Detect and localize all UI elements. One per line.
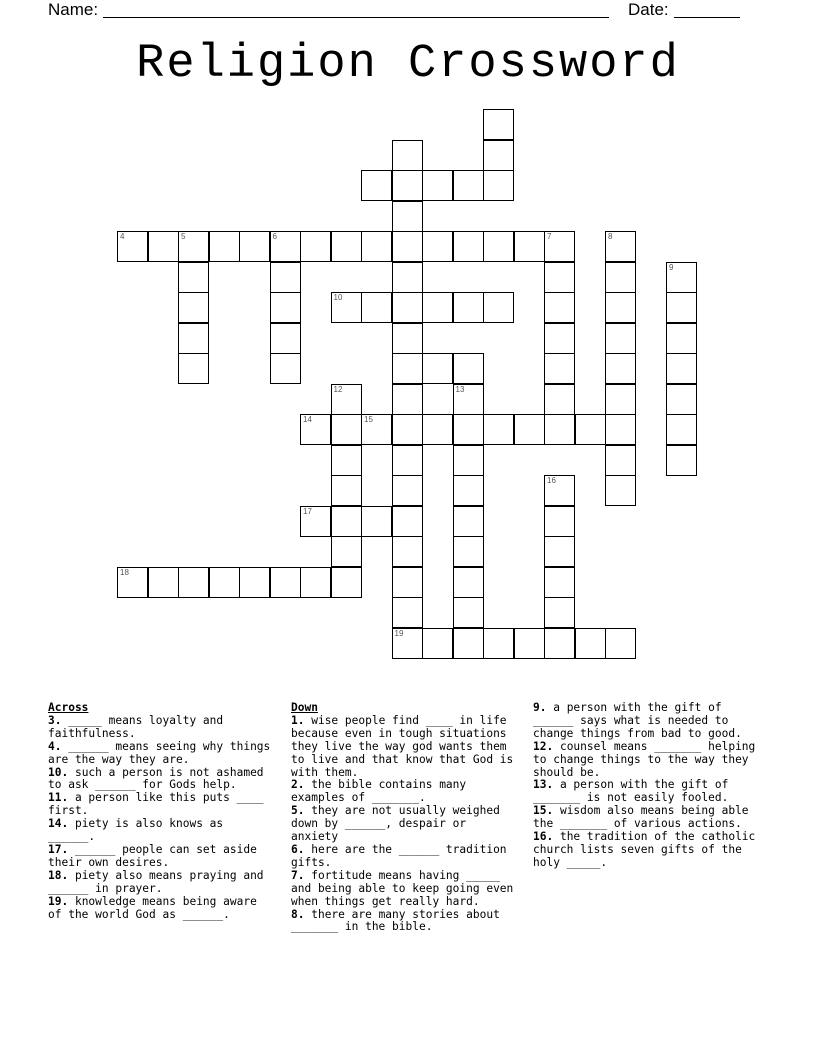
across-heading: Across	[48, 701, 89, 714]
grid-cell[interactable]	[605, 262, 636, 293]
grid-cell[interactable]	[392, 201, 423, 232]
clue-number: 12	[333, 384, 343, 394]
clue-item	[48, 818, 276, 844]
grid-cell[interactable]	[270, 323, 301, 354]
grid-cell[interactable]	[605, 628, 636, 659]
clue-text: ______ means seeing why things are the way they are.	[48, 739, 271, 766]
clue-number: 5	[181, 232, 186, 241]
grid-cell[interactable]	[392, 170, 423, 201]
grid-cell[interactable]	[544, 506, 575, 537]
clue-number: 8	[608, 232, 613, 241]
grid-cell[interactable]	[544, 262, 575, 293]
grid-cell[interactable]	[605, 475, 636, 506]
clue-item	[533, 805, 761, 831]
grid-cell[interactable]	[422, 231, 453, 262]
grid-cell[interactable]	[544, 414, 575, 445]
grid-cell[interactable]	[544, 323, 575, 354]
grid-cell[interactable]	[331, 506, 362, 537]
clue-number: 4	[120, 232, 125, 241]
grid-cell[interactable]	[300, 506, 331, 537]
down-clues	[291, 702, 519, 934]
grid-cell[interactable]	[514, 628, 545, 659]
grid-cell[interactable]	[300, 567, 331, 598]
grid-cell[interactable]	[605, 292, 636, 323]
grid-cell[interactable]	[331, 384, 362, 415]
clue-item	[291, 715, 519, 780]
clue-num: 4.	[48, 739, 62, 753]
clue-item	[291, 779, 519, 805]
grid-cell[interactable]	[453, 353, 484, 384]
grid-cell[interactable]	[666, 353, 697, 384]
grid-cell[interactable]	[575, 628, 606, 659]
grid-cell[interactable]	[209, 231, 240, 262]
clue-num: 18.	[48, 868, 69, 882]
page-title: Religion Crossword	[136, 38, 680, 91]
clue-item	[533, 831, 761, 870]
grid-cell[interactable]	[392, 567, 423, 598]
grid-cell[interactable]	[666, 262, 697, 293]
grid-cell[interactable]	[392, 628, 423, 659]
clue-num: 5.	[291, 804, 305, 818]
clue-item	[48, 870, 276, 896]
clue-item	[48, 715, 276, 741]
grid-cell[interactable]	[239, 567, 270, 598]
clue-text: _____ means loyalty and faithfulness.	[48, 713, 224, 740]
clue-text: the tradition of the catholic church lists seven gifts of the holy _____.	[533, 830, 756, 869]
grid-cell[interactable]	[270, 292, 301, 323]
grid-cell[interactable]	[178, 262, 209, 293]
clue-text: there are many stories about _______ in the bible.	[291, 907, 500, 934]
grid-cell[interactable]	[544, 536, 575, 567]
grid-cell[interactable]	[453, 170, 484, 201]
clue-number: 18	[120, 567, 129, 577]
clue-text: such a person is not ashamed to ask ______ for Gods help.	[48, 765, 264, 792]
grid-cell[interactable]	[361, 292, 392, 323]
clue-item	[291, 844, 519, 870]
grid-cell[interactable]	[666, 445, 697, 476]
grid-cell[interactable]	[453, 475, 484, 506]
grid-cell[interactable]	[270, 262, 301, 293]
clue-number: 15	[364, 415, 373, 424]
grid-cell[interactable]	[392, 353, 423, 384]
clue-item	[533, 741, 761, 780]
grid-cell[interactable]	[392, 140, 423, 171]
grid-cell[interactable]	[239, 231, 270, 262]
grid-cell[interactable]	[331, 292, 362, 323]
grid-cell[interactable]	[453, 536, 484, 567]
clue-num: 12.	[533, 739, 554, 753]
grid-cell[interactable]	[605, 323, 636, 354]
grid-cell[interactable]	[544, 567, 575, 598]
clue-number: 14	[303, 415, 312, 424]
grid-cell[interactable]	[666, 292, 697, 323]
grid-cell[interactable]	[117, 231, 148, 262]
grid-cell[interactable]	[361, 414, 392, 445]
across-clues	[48, 702, 276, 921]
grid-cell[interactable]	[178, 292, 209, 323]
grid-cell[interactable]	[148, 231, 179, 262]
grid-cell[interactable]	[392, 323, 423, 354]
grid-cell[interactable]	[483, 292, 514, 323]
clue-text: here are the ______ tradition gifts.	[291, 842, 507, 869]
grid-cell[interactable]	[392, 414, 423, 445]
clue-num: 3.	[48, 713, 62, 727]
grid-cell[interactable]	[392, 262, 423, 293]
grid-cell[interactable]	[148, 567, 179, 598]
grid-cell[interactable]	[300, 414, 331, 445]
grid-cell[interactable]	[453, 506, 484, 537]
clue-number: 17	[303, 506, 312, 516]
clue-number: 7	[547, 232, 552, 241]
grid-cell[interactable]	[331, 445, 362, 476]
clue-number: 16	[547, 476, 556, 485]
grid-cell[interactable]	[361, 170, 392, 201]
clue-text: fortitude means having _____ and being able to keep going even when things get really hard.	[291, 868, 514, 908]
grid-cell[interactable]	[575, 414, 606, 445]
grid-cell[interactable]	[453, 628, 484, 659]
clue-text: piety also means praying and ______ in prayer.	[48, 868, 264, 895]
clue-number: 19	[394, 628, 404, 638]
grid-cell[interactable]	[483, 109, 514, 140]
grid-cell[interactable]	[361, 506, 392, 537]
grid-cell[interactable]	[392, 597, 423, 628]
grid-cell[interactable]	[331, 231, 362, 262]
grid-cell[interactable]	[331, 536, 362, 567]
grid-cell[interactable]	[483, 414, 514, 445]
clue-item	[48, 741, 276, 767]
grid-cell[interactable]	[453, 292, 484, 323]
grid-cell[interactable]	[361, 231, 392, 262]
clue-num: 9.	[533, 701, 547, 714]
grid-cell[interactable]	[178, 353, 209, 384]
grid-cell[interactable]	[422, 414, 453, 445]
grid-cell[interactable]	[331, 475, 362, 506]
grid-cell[interactable]	[422, 353, 453, 384]
clue-item	[533, 702, 761, 741]
clue-text: a person with the gift of _______ is not easily fooled.	[533, 778, 729, 805]
clue-num: 11.	[48, 791, 69, 805]
grid-cell[interactable]	[331, 414, 362, 445]
grid-cell[interactable]	[453, 445, 484, 476]
clue-item	[533, 779, 761, 805]
grid-cell[interactable]	[453, 414, 484, 445]
grid-cell[interactable]	[544, 384, 575, 415]
grid-cell[interactable]	[453, 384, 484, 415]
clue-num: 1.	[291, 713, 305, 727]
grid-cell[interactable]	[392, 536, 423, 567]
grid-cell[interactable]	[605, 353, 636, 384]
clue-num: 19.	[48, 894, 69, 908]
grid-cell[interactable]	[392, 292, 423, 323]
grid-cell[interactable]	[605, 231, 636, 262]
clue-item	[48, 767, 276, 793]
clue-text: counsel means _______ helping to change things to the way they should be.	[533, 739, 756, 779]
clue-text: ______ people can set aside their own desires.	[48, 842, 257, 869]
clue-num: 14.	[48, 817, 69, 831]
grid-cell[interactable]	[392, 231, 423, 262]
date-label: Date:	[628, 0, 669, 19]
clue-num: 6.	[291, 842, 305, 856]
clue-text: they are not usually weighed down by ______, despair or anxiety	[291, 804, 500, 844]
clue-number: 13	[455, 384, 465, 394]
grid-cell[interactable]	[270, 231, 301, 262]
clue-num: 17.	[48, 842, 69, 856]
grid-cell[interactable]	[270, 353, 301, 384]
grid-cell[interactable]	[544, 628, 575, 659]
grid-cell[interactable]	[666, 414, 697, 445]
grid-cell[interactable]	[666, 384, 697, 415]
grid-cell[interactable]	[544, 353, 575, 384]
grid-cell[interactable]	[544, 231, 575, 262]
grid-cell[interactable]	[178, 567, 209, 598]
grid-cell[interactable]	[483, 170, 514, 201]
grid-cell[interactable]	[270, 567, 301, 598]
clue-text: wisdom also means being able the _______ of various actions.	[533, 804, 749, 831]
down-clues-continued	[533, 702, 761, 870]
clue-num: 16.	[533, 830, 554, 844]
clue-num: 10.	[48, 765, 69, 779]
grid-cell[interactable]	[392, 445, 423, 476]
grid-cell[interactable]	[483, 628, 514, 659]
grid-cell[interactable]	[422, 170, 453, 201]
grid-cell[interactable]	[514, 231, 545, 262]
grid-cell[interactable]	[666, 323, 697, 354]
clue-item	[291, 870, 519, 909]
clue-number: 9	[669, 262, 674, 272]
grid-cell[interactable]	[453, 597, 484, 628]
clue-num: 8.	[291, 907, 305, 921]
grid-cell[interactable]	[453, 231, 484, 262]
clue-text: wise people find ____ in life because even in tough situations they live the way god wants them to live and that know that God is with them.	[291, 713, 514, 779]
name-label: Name:	[48, 0, 99, 19]
grid-cell[interactable]	[117, 567, 148, 598]
grid-cell[interactable]	[605, 384, 636, 415]
grid-cell[interactable]	[483, 231, 514, 262]
grid-cell[interactable]	[209, 567, 240, 598]
clue-text: a person with the gift of ______ says what is needed to change things from bad to good.	[533, 701, 742, 740]
clue-text: a person like this puts ____ first.	[48, 791, 264, 818]
grid-cell[interactable]	[178, 231, 209, 262]
clue-item	[48, 792, 276, 818]
grid-cell[interactable]	[300, 231, 331, 262]
clue-num: 2.	[291, 778, 305, 792]
clue-item	[48, 844, 276, 870]
grid-cell[interactable]	[453, 567, 484, 598]
grid-cell[interactable]	[178, 323, 209, 354]
clue-text: the bible contains many examples of _______.	[291, 778, 467, 805]
clue-number: 6	[272, 232, 277, 241]
clue-num: 15.	[533, 804, 554, 818]
grid-cell[interactable]	[392, 384, 423, 415]
grid-cell[interactable]	[544, 475, 575, 506]
down-heading: Down	[291, 701, 318, 714]
grid-cell[interactable]	[331, 567, 362, 598]
clue-text: knowledge means being aware of the world God as ______.	[48, 894, 257, 921]
grid-cell[interactable]	[605, 445, 636, 476]
grid-cell[interactable]	[544, 292, 575, 323]
grid-cell[interactable]	[483, 140, 514, 171]
grid-cell[interactable]	[544, 597, 575, 628]
grid-cell[interactable]	[514, 414, 545, 445]
clue-item	[48, 896, 276, 922]
clue-num: 7.	[291, 868, 305, 882]
grid-cell[interactable]	[392, 475, 423, 506]
grid-cell[interactable]	[392, 506, 423, 537]
clue-item	[291, 909, 519, 935]
grid-cell[interactable]	[422, 628, 453, 659]
grid-cell[interactable]	[605, 414, 636, 445]
clue-text: piety is also knows as ______.	[48, 817, 224, 844]
clue-number: 10	[333, 293, 343, 302]
clue-item	[291, 805, 519, 844]
grid-cell[interactable]	[422, 292, 453, 323]
clue-num: 13.	[533, 778, 554, 792]
